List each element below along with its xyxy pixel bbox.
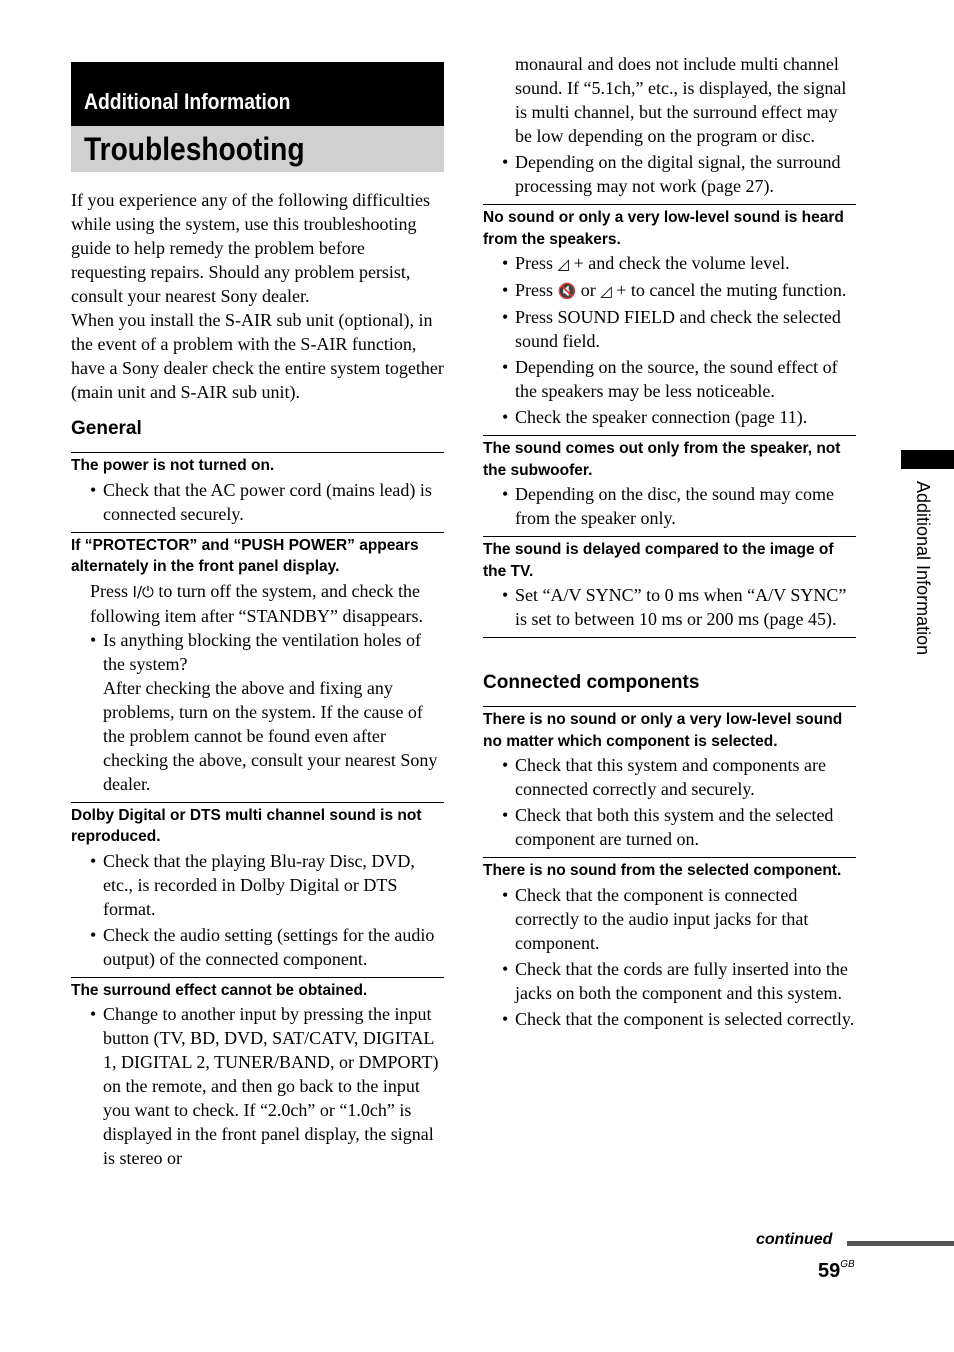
list-item — [71, 628, 444, 796]
bullet: • — [502, 357, 509, 377]
bullet: • — [502, 407, 509, 427]
page-number — [818, 1260, 855, 1283]
item-text: Check that the playing Blu-ray Disc, DVD, etc., is recorded in Dolby Digital or DTS format. — [103, 850, 415, 919]
problem-surround — [71, 977, 444, 1171]
bullet: • — [502, 307, 509, 327]
item-text: Check that the AC power cord (mains lead) is connected securely. — [103, 479, 432, 524]
list-item — [483, 583, 856, 631]
title-banner — [71, 126, 444, 172]
item-text: Is anything blocking the ventilation holes of the system? — [103, 629, 421, 674]
problem-delay — [483, 536, 856, 631]
connected-heading: Connected components — [483, 672, 700, 693]
item-text: Check that the component is connected correctly to the audio input jacks for that component. — [515, 884, 809, 953]
page-title: Troubleshooting — [84, 131, 305, 167]
problem-title: If “PROTECTOR” and “PUSH POWER” appears alternately in the front panel display. — [71, 536, 419, 575]
list-item — [71, 849, 444, 921]
list-item-continued — [483, 52, 856, 148]
problem-component-any — [483, 706, 856, 851]
section-title: Additional Information — [84, 89, 291, 114]
problem-title: The sound is delayed compared to the image of the TV. — [483, 541, 834, 580]
problem-title: There is no sound from the selected component. — [483, 862, 842, 879]
bullet: • — [502, 958, 509, 979]
power-icon: I/⏻ — [132, 582, 154, 601]
item-text: Check that the cords are fully inserted into the jacks on both the component and this system. — [515, 958, 848, 1003]
divider — [483, 637, 856, 638]
bullet: • — [90, 924, 97, 945]
problem-title: The surround effect cannot be obtained. — [71, 981, 368, 999]
text: Press — [515, 253, 558, 273]
list-item — [483, 753, 856, 801]
bullet: • — [502, 280, 509, 300]
list-item — [483, 251, 856, 276]
bullet: • — [502, 253, 509, 273]
problem-component-selected — [483, 857, 856, 1031]
bullet: • — [502, 585, 509, 605]
bullet: • — [90, 629, 97, 650]
bullet: • — [90, 850, 97, 871]
problem-title: There is no sound or only a very low-level sound no matter which component is selected. — [483, 711, 843, 750]
right-column — [483, 52, 856, 1037]
item-text: Press SOUND FIELD and check the selected sound field. — [515, 307, 841, 351]
problem-title: No sound or only a very low-level sound is heard from the speakers. — [483, 209, 844, 248]
item-text: Depending on the disc, the sound may come from the speaker only. — [515, 484, 834, 528]
bullet: • — [90, 1004, 97, 1024]
item-text: monaural and does not include multi channel sound. If “5.1ch,” etc., is displayed, the signal is multi channel, but the surround effect may be low depending on the program or disc. — [515, 54, 847, 146]
problem-protector — [71, 532, 444, 796]
list-item — [483, 883, 856, 955]
continued-label: continued — [756, 1231, 833, 1248]
item-text: Change to another input by pressing the input button (TV, BD, DVD, SAT/CATV, DIGITAL 1, DIGITAL 2, TUNER/BAND, or DMPORT) on the remote, and then go back to the input you want to check. If “2.0ch” or “1.0ch” is displayed in the front panel display, the signal is stereo or — [103, 1004, 439, 1168]
list-item — [71, 1002, 444, 1170]
intro-paragraph: When you install the S-AIR sub unit (optional), in the event of a problem with the S-AIR function, have a Sony dealer check the entire system together (main unit and S-AIR sub unit). — [71, 310, 444, 402]
left-column — [71, 62, 444, 1176]
bullet: • — [502, 152, 509, 172]
volume-icon: ◿ — [600, 282, 612, 300]
list-item — [483, 278, 856, 303]
list-item — [483, 405, 856, 429]
bullet: • — [502, 484, 509, 504]
section-banner — [71, 62, 444, 126]
item-text: Check the audio setting (settings for the audio output) of the connected component. — [103, 924, 435, 969]
side-tab-label: Additional Information — [913, 481, 933, 656]
list-item — [483, 355, 856, 403]
text: + to cancel the muting function. — [611, 280, 847, 300]
volume-icon: ◿ — [557, 255, 570, 273]
problem-dolby — [71, 802, 444, 971]
problem-title: The power is not turned on. — [71, 457, 275, 474]
list-item — [483, 482, 856, 530]
side-tab-label-box — [909, 481, 933, 711]
problem-power — [71, 452, 444, 526]
instruction-text — [71, 579, 444, 628]
item-text: Check the speaker connection (page 11). — [515, 407, 808, 427]
problem-title: Dolby Digital or DTS multi channel sound is not reproduced. — [71, 806, 422, 845]
list-item — [483, 803, 856, 851]
list-item — [483, 305, 856, 353]
side-tab-marker — [901, 450, 954, 469]
bullet: • — [502, 884, 509, 905]
mute-icon: 🔇 — [557, 282, 577, 300]
continued-bar — [847, 1241, 954, 1246]
general-heading: General — [71, 418, 142, 439]
item-text: Check that both this system and the selected component are turned on. — [515, 805, 834, 849]
bullet: • — [502, 805, 509, 825]
text: to turn off the system, and check the following item after “STANDBY” disappears. — [90, 580, 423, 626]
bullet: • — [502, 755, 509, 775]
bullet: • — [90, 479, 97, 500]
list-item — [71, 923, 444, 971]
page-number-value: 59 — [818, 1260, 841, 1282]
item-subtext: After checking the above and fixing any problems, turn on the system. If the cause of the problem cannot be found even after checking the above, consult your nearest Sony dealer. — [103, 677, 438, 794]
text: Press — [90, 580, 133, 601]
intro-text — [71, 188, 444, 404]
list-item — [483, 1007, 856, 1031]
problem-title: The sound comes out only from the speaker, not the subwoofer. — [483, 440, 841, 479]
text: + and check the volume level. — [569, 253, 790, 273]
page-number-suffix: GB — [840, 1259, 855, 1270]
list-item — [71, 478, 444, 526]
bullet: • — [502, 1008, 509, 1029]
item-text: Check that the component is selected correctly. — [515, 1008, 855, 1029]
problem-subwoofer — [483, 435, 856, 530]
list-item — [483, 957, 856, 1005]
item-text: Check that this system and components are connected correctly and securely. — [515, 755, 826, 799]
intro-paragraph: If you experience any of the following difficulties while using the system, use this troubleshooting guide to help remedy the problem before requesting repairs. Should any problem persist, consult your nearest Sony dealer. — [71, 190, 431, 306]
item-text: Set “A/V SYNC” to 0 ms when “A/V SYNC” is set to between 10 ms or 200 ms (page 45). — [515, 585, 847, 629]
list-item — [483, 150, 856, 198]
text: Press — [515, 280, 558, 300]
text: or — [576, 280, 601, 300]
problem-no-sound — [483, 204, 856, 429]
item-text: Depending on the source, the sound effect of the speakers may be less noticeable. — [515, 357, 838, 401]
item-text: Depending on the digital signal, the surround processing may not work (page 27). — [515, 152, 841, 196]
